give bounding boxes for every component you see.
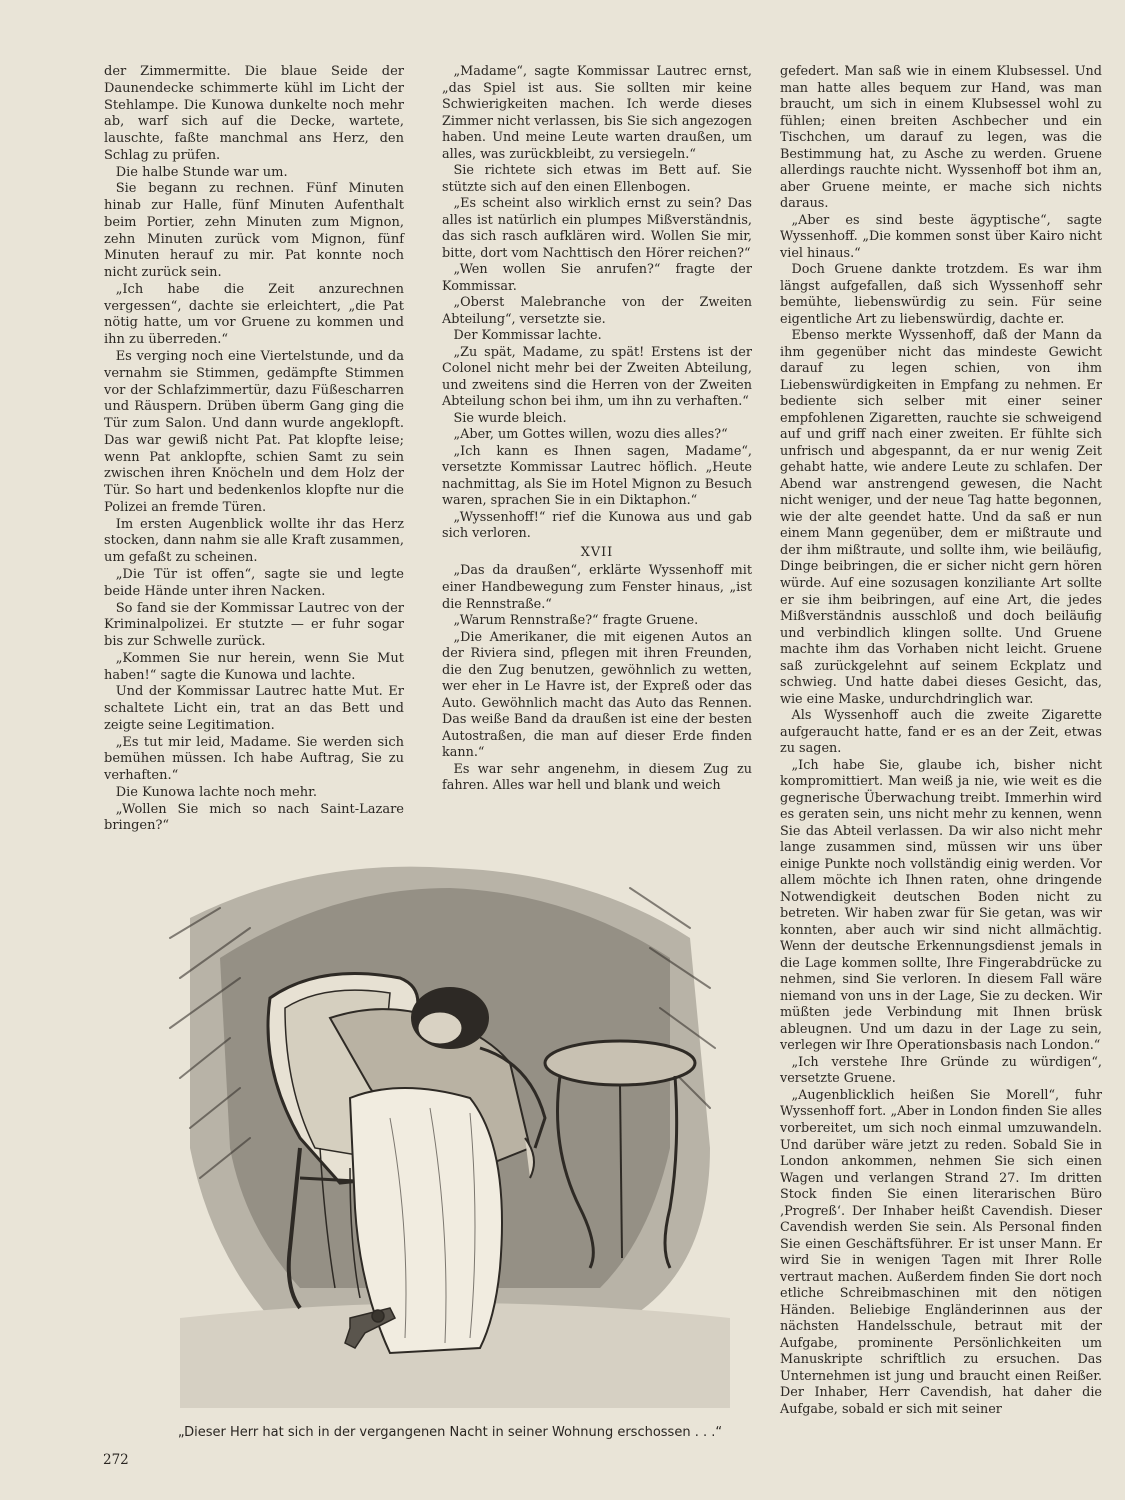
- paragraph: „Ich kann es Ihnen sagen, Madame“, versetzte Kommissar Lautrec höflich. „Heute nachmittag, als Sie im Hotel Mignon zu Besuch waren, sprachen Sie in ein Diktaphon.“: [442, 443, 752, 509]
- paragraph: „Wen wollen Sie anrufen?“ fragte der Kommissar.: [442, 262, 752, 294]
- paragraph: „Die Tür ist offen“, sagte sie und legte beide Hände unter ihren Nacken.: [104, 566, 404, 599]
- paragraph: Es war sehr angenehm, in diesem Zug zu fahren. Alles war hell und blank und weich: [442, 761, 752, 794]
- paragraph: „Kommen Sie nur herein, wenn Sie Mut haben!“ sagte die Kunowa und lachte.: [104, 650, 404, 683]
- text-column-1: [104, 64, 404, 835]
- paragraph: „Ich verstehe Ihre Gründe zu würdigen“, versetzte Gruene.: [780, 1054, 1102, 1087]
- paragraph: „Ich habe Sie, glaube ich, bisher nicht kompromittiert. Man weiß ja nie, wie weit es die gegnerische Überwachung treibt. Immerhin wird es geraten sein, uns nicht mehr zu kennen, wenn Sie das Abteil verlassen. Da wir also nicht mehr lange zusammen sind, müssen wir uns über einige Punkte noch vollständig einig werden. Vor allem möchte ich Ihnen raten, ohne dringende Notwendigkeit deutschen Boden nicht zu betreten. Wir haben zwar für Sie getan, was wir konnten, aber auch wir sind nicht allmächtig. Wenn der deutsche Erkennungsdienst jemals in die Lage kommen sollte, Ihre Fingerabdrücke zu nehmen, sind Sie verloren. In diesem Fall wäre niemand von uns in der Lage, Sie zu decken. Wir müßten jede Verbindung mit Ihnen brüsk ableugnen. Und um dazu in der Lage zu sein, verlegen wir Ihre Operationsbasis nach London.“: [780, 757, 1102, 1054]
- paragraph: „Zu spät, Madame, zu spät! Erstens ist der Colonel nicht mehr bei der Zweiten Abteilung, und zweitens sind die Herren von der Zweiten Abteilung schon bei ihm, um ihn zu verhaften.“: [442, 344, 752, 410]
- paragraph: Sie wurde bleich.: [453, 410, 567, 426]
- paragraph: „Wollen Sie mich so nach Saint-Lazare bringen?“: [104, 801, 404, 834]
- text-column-3: [780, 64, 1102, 1418]
- paragraph: „Warum Rennstraße?“ fragte Gruene.: [453, 613, 699, 629]
- paragraph: gefedert. Man saß wie in einem Klubsessel. Und man hatte alles bequem zur Hand, was man braucht, um sich in einem Klubsessel wohl zu fühlen; einen breiten Aschbecher und ein Tischchen, um darauf zu legen, was die Bestimmung hat, zu Asche zu werden. Gruene allerdings rauchte nicht. Wyssenhoff bot ihm an, aber Gruene meinte, er mache sich nichts daraus.: [780, 64, 1102, 212]
- chapter-heading: XVII: [580, 544, 614, 560]
- paragraph: „Ich habe die Zeit anzurechnen vergessen“, dachte sie erleichtert, „die Pat nötig hatte, um vor Gruene zu kommen und ihn zu überreden.“: [104, 281, 404, 348]
- paragraph: Der Kommissar lachte.: [453, 328, 602, 344]
- paragraph: „Oberst Malebranche von der Zweiten Abteilung“, versetzte sie.: [442, 295, 752, 327]
- paragraph: „Wyssenhoff!“ rief die Kunowa aus und gab sich verloren.: [442, 509, 752, 542]
- paragraph: Sie begann zu rechnen. Fünf Minuten hinab zur Halle, fünf Minuten Aufenthalt beim Portier, zehn Minuten zum Mignon, zehn Minuten zurück vom Mignon, fünf Minuten herauf zu mir. Pat konnte noch nicht zurück sein.: [104, 181, 404, 281]
- paragraph: Sie richtete sich etwas im Bett auf. Sie stützte sich auf den einen Ellenbogen.: [442, 163, 752, 195]
- paragraph: Im ersten Augenblick wollte ihr das Herz stocken, dann nahm sie alle Kraft zusammen, um gefaßt zu scheinen.: [104, 516, 405, 566]
- paragraph: „Madame“, sagte Kommissar Lautrec ernst, „das Spiel ist aus. Sie sollten mir keine Schwierigkeiten machen. Ich werde dieses Zimmer nicht verlassen, bis Sie sich angezogen haben. Und meine Leute warten draußen, um alles, was zurückbleibt, zu versiegeln.“: [442, 64, 752, 162]
- paragraph: „Die Amerikaner, die mit eigenen Autos an der Riviera sind, pflegen mit ihren Freunden, die den Zug benutzen, gewöhnlich zu wetten, wer eher in Le Havre ist, der Expreß oder das Auto. Gewöhnlich macht das Auto das Rennen. Das weiße Band da draußen ist eine der besten Autostraßen, die man auf dieser Erde finden kann.“: [442, 629, 752, 761]
- illustration-collapsed-woman-on-chair: [150, 848, 750, 1408]
- paragraph: Und der Kommissar Lautrec hatte Mut. Er schaltete Licht ein, trat an das Bett und zeigte seine Legitimation.: [104, 684, 404, 733]
- paragraph: „Aber, um Gottes willen, wozu dies alles?“: [453, 427, 728, 443]
- paragraph: Ebenso merkte Wyssenhoff, daß der Mann da ihm gegenüber nicht das mindeste Gewicht darauf zu legen schien, von ihm Liebenswürdigkeiten in Empfang zu nehmen. Er bediente sich selber mit einer seiner empfohlenen Zigaretten, rauchte sie schweigend auf und griff nach einer zweiten. Er fühlte sich unfrisch und abgespannt, da er nur wenig Zeit gehabt hatte, wie andere Leute zu schlafen. Der Abend war anstrengend gewesen, die Nacht nicht weniger, und der neue Tag hatte begonnen, wie der alte geendet hatte. Und da saß er nun einem Mann gegenüber, dem er mißtraute und der ihm mißtraute, und sollte ihm, wie beiläufig, Dinge beibringen, die er sicher nicht gern hören würde. Auf eine sozusagen konziliante Art sollte er sie ihm beibringen, auf eine Art, die jedes Mißverständnis ausschloß und doch beiläufig und verbindlich klingen sollte. Und Gruene machte ihm das Vorhaben nicht leicht. Gruene saß zurückgelehnt auf seinem Eckplatz und schwieg. Und hatte dabei dieses Gesicht, das, wie eine Maske, undurchdringlich war.: [780, 328, 1102, 707]
- paragraph: der Zimmermitte. Die blaue Seide der Daunendecke schimmerte kühl im Licht der Stehlampe. Die Kunowa dunkelte noch mehr ab, warf sich auf die Decke, wartete, lauschte, faßte manchmal ans Herz, den Schlag zu prüfen.: [104, 64, 404, 163]
- paragraph: „Aber es sind beste ägyptische“, sagte Wyssenhoff. „Die kommen sonst über Kairo nicht viel hinaus.“: [780, 212, 1102, 261]
- paragraph: Es verging noch eine Viertelstunde, und da vernahm sie Stimmen, gedämpfte Stimmen vor der Schlafzimmertür, dazu Füßescharren und Räuspern. Drüben überm Gang ging die Tür zum Salon. Und dann wurde angeklopft. Das war gewiß nicht Pat. Pat klopfte leise; wenn Pat anklopfte, schien Samt zu sein zwischen ihren Knöcheln und dem Holz der Tür. So hart und bedenkenlos klopfte nur die Polizei an fremde Türen.: [104, 349, 404, 515]
- illustration-caption: „Dieser Herr hat sich in der vergangenen Nacht in seiner Wohnung erschossen . . .“: [177, 1425, 723, 1440]
- paragraph: „Augenblicklich heißen Sie Morell“, fuhr Wyssenhoff fort. „Aber in London finden Sie alles vorbereitet, um sich noch einmal umzuwandeln. Und darüber wäre jetzt zu reden. Sobald Sie in London ankommen, nehmen Sie sich einen Wagen und verlangen Strand 27. Im dritten Stock finden Sie einen literarischen Büro ‚Progreß‘. Der Inhaber heißt Cavendish. Dieser Cavendish werden Sie sein. Als Personal finden Sie einen Geschäftsführer. Er ist unser Mann. Er wird Sie in wenigen Tagen mit Ihrer Rolle vertraut machen. Außerdem finden Sie dort noch etliche Schreibmaschinen mit den nötigen Händen. Beliebige Engländerinnen aus der nächsten Handelsschule, betraut mit der Aufgabe, prominente Persönlichkeiten um Manuskripte schriftlich zu ersuchen. Das Unternehmen ist jung und braucht einen Reißer. Der Inhaber, Herr Cavendish, hat daher die Aufgabe, sobald er sich mit seiner: [780, 1087, 1102, 1417]
- paragraph: Die halbe Stunde war um.: [115, 164, 288, 180]
- page-number: 272: [103, 1452, 129, 1468]
- paragraph: „Das da draußen“, erklärte Wyssenhoff mit einer Handbewegung zum Fenster hinaus, „ist die Rennstraße.“: [442, 563, 752, 612]
- paragraph: „Es tut mir leid, Madame. Sie werden sich bemühen müssen. Ich habe Auftrag, Sie zu verhaften.“: [104, 734, 404, 784]
- paragraph: Doch Gruene dankte trotzdem. Es war ihm längst aufgefallen, daß sich Wyssenhoff sehr bemühte, liebenswürdig zu sein. Für seine eigentliche Art zu liebenswürdig, dachte er.: [780, 262, 1102, 327]
- text-column-2: [442, 64, 752, 795]
- paragraph: Die Kunowa lachte noch mehr.: [115, 784, 318, 800]
- paragraph: Als Wyssenhoff auch die zweite Zigarette aufgeraucht hatte, fand er es an der Zeit, etwas zu sagen.: [780, 708, 1102, 757]
- paragraph: So fand sie der Kommissar Lautrec von der Kriminalpolizei. Er stutzte — er fuhr sogar bis zur Schwelle zurück.: [104, 600, 404, 650]
- paragraph: „Es scheint also wirklich ernst zu sein? Das alles ist natürlich ein plumpes Mißverständnis, das sich rasch aufklären wird. Wollen Sie mir, bitte, dort vom Nachttisch den Hörer reichen?“: [442, 196, 752, 261]
